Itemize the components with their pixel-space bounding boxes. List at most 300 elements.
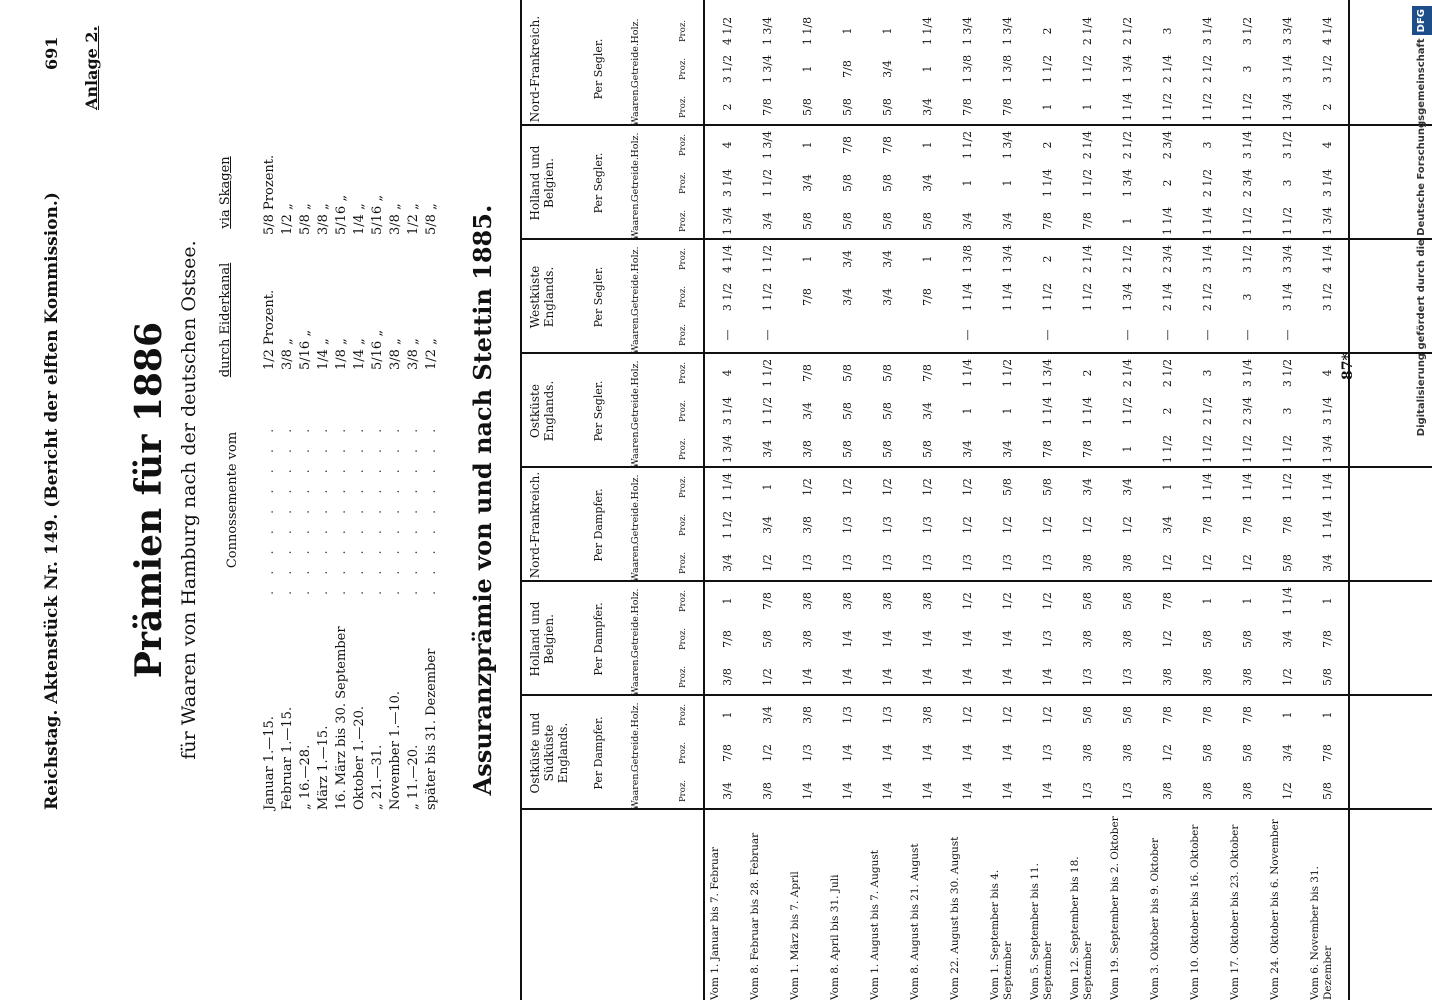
table-cell: 3/8	[801, 630, 814, 648]
subcol-header: Getreide.	[630, 613, 641, 658]
subcol-header: Waaren.	[630, 770, 641, 810]
subcol-header: Holz.	[630, 246, 641, 272]
group-vessel: Per Segler.	[592, 266, 605, 328]
group-vessel: Per Dampfer.	[592, 716, 605, 790]
table-cell: —	[1241, 329, 1254, 341]
group-vessel: Per Segler.	[592, 380, 605, 442]
table-cell: 3/4	[841, 288, 854, 306]
table-cell: 3/8	[1121, 630, 1134, 648]
table-cell: 1	[801, 255, 814, 263]
unit-label: Proz.	[678, 323, 688, 347]
table-cell: 3/8	[721, 668, 734, 686]
table-cell: 3/8	[801, 516, 814, 534]
table-cell: 2	[1041, 141, 1054, 149]
group-header: Nord-Frankreich.	[528, 471, 542, 579]
table-cell: 7/8	[721, 744, 734, 762]
table-cell: 1/2	[1161, 744, 1174, 762]
table-cell: 1/4	[921, 630, 934, 648]
table-row	[1268, 0, 1308, 1000]
table-cell: 1/2	[961, 478, 974, 496]
leader-dots: . . . . . . . . .	[280, 422, 295, 595]
table-cell: 1/2	[801, 478, 814, 496]
skagen-value: 5/16 „	[334, 194, 349, 235]
table-cell: 3/8	[1201, 668, 1214, 686]
table-cell: 1/4	[961, 782, 974, 800]
table-cell: 1/2	[881, 478, 894, 496]
subcol-header: Holz.	[630, 702, 641, 728]
table-cell: 3 1/4	[1201, 16, 1214, 46]
col2-head: via Skagen	[218, 156, 233, 229]
group-header: Ostküste und Südküste Englands.	[528, 712, 570, 794]
table-body	[708, 0, 1368, 1000]
table-cell: 1 1/2	[1281, 434, 1294, 464]
table-cell: 1 1/4	[721, 472, 734, 502]
table-cell	[1308, 316, 1348, 354]
table-cell: 1/2	[1001, 516, 1014, 534]
table-cell: 3/4	[961, 212, 974, 230]
row-period: Vom 1. Januar bis 7. Februar	[709, 846, 721, 1000]
table-cell: 1 1/4	[961, 358, 974, 388]
table-cell: 1/2	[1121, 516, 1134, 534]
group-header: Holland und Belgien.	[528, 601, 556, 677]
unit-label: Proz.	[678, 665, 688, 689]
table-cell: 7/8	[1081, 440, 1094, 458]
table-cell: 3/4	[721, 782, 734, 800]
table-cell: 5/8	[1041, 478, 1054, 496]
table-cell: 2 1/2	[1121, 16, 1134, 46]
table-cell: 1	[1001, 179, 1014, 187]
eider-value: 5/16 „	[298, 329, 313, 370]
table-cell: 3	[1201, 141, 1214, 149]
row-period: Vom 8. Februar bis 28. Februar	[749, 832, 761, 1000]
table-cell: 1 1/2	[1041, 54, 1054, 84]
table-cell: 1/2	[1241, 554, 1254, 572]
table-cell: 1/2	[1001, 592, 1014, 610]
section1-row-label: Oktober 1.—20.	[352, 705, 367, 810]
table-cell: 3/4	[881, 250, 894, 268]
table-cell: 1	[1001, 407, 1014, 415]
table-cell: 1 3/4	[1001, 16, 1014, 46]
table-cell: 7/8	[841, 136, 854, 154]
table-cell: 5/8	[1281, 554, 1294, 572]
table-cell: 5/8	[1081, 706, 1094, 724]
table-cell: 1/2	[921, 478, 934, 496]
table-cell: 1 1/4	[1321, 472, 1334, 502]
table-cell: 3/4	[761, 706, 774, 724]
table-cell: 3 1/4	[1281, 282, 1294, 312]
row-period: Vom 1. März bis 7. April	[789, 871, 801, 1000]
table-cell: 3/4	[1281, 630, 1294, 648]
table-cell: 2 1/2	[1121, 244, 1134, 274]
table-cell: 3/4	[881, 60, 894, 78]
table-cell: 3	[1241, 65, 1254, 73]
table-cell: 1	[921, 141, 934, 149]
section1-row-label: Februar 1.—15.	[280, 706, 295, 810]
subcol-header: Getreide.	[630, 43, 641, 88]
table-cell: 3/4	[801, 174, 814, 192]
leader-dots: . . . . . . . . .	[406, 422, 421, 595]
table-cell: 4	[1321, 369, 1334, 377]
table-cell: 3/8	[921, 706, 934, 724]
table-cell: 1 3/4	[961, 16, 974, 46]
table-cell: 1/3	[801, 744, 814, 762]
table-cell: 3/8	[1241, 782, 1254, 800]
table-cell: 3 1/2	[721, 282, 734, 312]
table-cell: 1/3	[921, 516, 934, 534]
table-cell: 1	[801, 141, 814, 149]
table-cell: 1/3	[801, 554, 814, 572]
table-cell: 3 1/2	[1241, 244, 1254, 274]
table-cell: 1 1/2	[761, 244, 774, 274]
running-head: Reichstag. Aktenstück Nr. 149. (Bericht der elften Kommission.)	[42, 192, 62, 810]
unit-label: Proz.	[678, 57, 688, 81]
table-cell: 1 3/4	[1121, 282, 1134, 312]
table-cell: 3/4	[921, 402, 934, 420]
table-cell: 7/8	[1241, 516, 1254, 534]
row-period: Vom 6. November bis 31. Dezember	[1309, 866, 1334, 1000]
table-cell: 1/4	[801, 782, 814, 800]
table-cell: 2 1/4	[1081, 244, 1094, 274]
table-cell: 1	[961, 407, 974, 415]
table-cell: 1 1/2	[1241, 92, 1254, 122]
table-cell: 1/4	[841, 630, 854, 648]
table-cell: 1/4	[1041, 782, 1054, 800]
table-cell: 3/8	[801, 440, 814, 458]
table-cell: 1 1/2	[961, 130, 974, 160]
table-cell: 1 1/2	[761, 358, 774, 388]
group-vessel: Per Dampfer.	[592, 602, 605, 676]
table-cell: 1 1/2	[1281, 472, 1294, 502]
table-cell: 1/4	[1001, 630, 1014, 648]
section1-row-label: November 1.—10.	[388, 690, 403, 810]
table-cell: 3/4	[921, 174, 934, 192]
table-cell: 3	[1281, 179, 1294, 187]
section1-row-label: Januar 1.—15.	[262, 716, 277, 810]
table-cell: 2 3/4	[1161, 130, 1174, 160]
table-cell: 5/8	[841, 174, 854, 192]
table-cell: 1/4	[801, 668, 814, 686]
table-cell: 1	[1201, 597, 1214, 605]
skagen-value: 5/8 „	[298, 203, 313, 235]
subcol-header: Waaren.	[630, 428, 641, 468]
table-cell: 1 3/4	[1001, 130, 1014, 160]
table-cell: 3 1/2	[1281, 358, 1294, 388]
table-cell: 5/8	[1241, 744, 1254, 762]
table-cell: 1	[721, 711, 734, 719]
table-cell: 7/8	[1321, 744, 1334, 762]
section1-row-label: März 1.—15.	[316, 725, 331, 810]
table-cell: 1/3	[961, 554, 974, 572]
table-cell	[988, 316, 1028, 354]
table-cell: 3 3/4	[1281, 16, 1294, 46]
table-cell: 3/8	[1081, 744, 1094, 762]
table-cell: 2	[1321, 103, 1334, 111]
table-cell: 7/8	[921, 364, 934, 382]
table-cell: 1	[1121, 445, 1134, 453]
unit-label: Proz.	[678, 741, 688, 765]
row-period: Vom 24. Oktober bis 6. November	[1269, 819, 1281, 1000]
table-cell: 1/2	[1001, 706, 1014, 724]
table-cell: —	[761, 329, 774, 341]
row-period: Vom 5. September bis 11. September	[1029, 863, 1054, 1000]
table-cell: 3/8	[761, 782, 774, 800]
table-cell: 3/8	[1121, 554, 1134, 572]
table-cell: 3 1/2	[721, 54, 734, 84]
table-cell: 3	[1241, 293, 1254, 301]
subcol-header: Waaren.	[630, 200, 641, 240]
table-row	[988, 0, 1028, 1000]
table-cell: 1 1/2	[1241, 206, 1254, 236]
table-cell: 1 3/4	[1281, 92, 1294, 122]
table-cell: 5/8	[1001, 478, 1014, 496]
table-cell: 5/8	[881, 402, 894, 420]
table-cell: 1/4	[881, 630, 894, 648]
subcol-header: Holz.	[630, 588, 641, 614]
table-cell: 3/4	[1161, 516, 1174, 534]
table-cell: 1	[881, 27, 894, 35]
table-cell: 1 3/4	[1321, 434, 1334, 464]
table-cell: 1 1/4	[1281, 586, 1294, 616]
table-row	[1228, 0, 1268, 1000]
table-cell: 1/2	[1081, 516, 1094, 534]
table-cell: 1/4	[921, 744, 934, 762]
table-cell: 1 1/4	[1041, 168, 1054, 198]
table-cell: 1	[1121, 217, 1134, 225]
table-cell: 1 1/2	[721, 510, 734, 540]
table-cell: 1/3	[881, 516, 894, 534]
table-cell: 1 1/4	[1161, 206, 1174, 236]
col-label: Connossemente vom	[225, 431, 240, 569]
table-cell: 2 1/4	[1081, 16, 1094, 46]
table-cell: 1 1/2	[1081, 54, 1094, 84]
subcol-header: Waaren.	[630, 314, 641, 354]
subcol-header: Waaren.	[630, 656, 641, 696]
table-cell: 2 1/2	[1201, 396, 1214, 426]
col1-head: durch Eiderkanal	[218, 262, 233, 378]
table-cell: —	[721, 329, 734, 341]
table-cell: 3/8	[1161, 782, 1174, 800]
table-cell: 1/4	[881, 744, 894, 762]
table-cell: 1/2	[761, 668, 774, 686]
table-cell: 3 1/4	[1321, 168, 1334, 198]
table-cell: 3 3/4	[1281, 244, 1294, 274]
table-cell: 3/8	[1081, 630, 1094, 648]
unit-label: Proz.	[678, 285, 688, 309]
table-cell	[908, 316, 948, 354]
table-cell: 1	[921, 255, 934, 263]
table-cell: 1 1/2	[761, 396, 774, 426]
eider-value: 1/4 „	[316, 338, 331, 370]
table-cell: 1/3	[1041, 630, 1054, 648]
table-cell: 3 1/4	[721, 168, 734, 198]
leader-dots: . . . . . . . . .	[370, 422, 385, 595]
table-cell: 2 1/2	[1201, 168, 1214, 198]
skagen-value: 1/2 „	[406, 203, 421, 235]
table-cell: 3/4	[841, 250, 854, 268]
table-cell: 3/8	[1241, 668, 1254, 686]
table-cell: 3/8	[1081, 554, 1094, 572]
leader-dots: . . . . . . . . .	[388, 422, 403, 595]
unit-label: Proz.	[678, 589, 688, 613]
unit-label: Proz.	[678, 437, 688, 461]
table-cell: 1/4	[1001, 782, 1014, 800]
section1-row-label: „ 16.—28.	[298, 744, 313, 810]
annex-label: Anlage 2.	[82, 25, 101, 110]
skagen-value: 3/8 „	[316, 203, 331, 235]
skagen-value: 3/8 „	[388, 203, 403, 235]
unit-label: Proz.	[678, 627, 688, 651]
table-cell: 1 1/2	[761, 282, 774, 312]
table-cell: 3 1/4	[1241, 358, 1254, 388]
table-cell: 1 3/4	[721, 434, 734, 464]
table-cell: 1	[801, 65, 814, 73]
table-cell: 1 3/4	[761, 16, 774, 46]
table-cell: 3 1/2	[1281, 130, 1294, 160]
table-cell: 1 1/2	[1001, 358, 1014, 388]
subcol-header: Holz.	[630, 474, 641, 500]
eider-value: 5/16 „	[370, 329, 385, 370]
group-vessel: Per Segler.	[592, 38, 605, 100]
table-cell: 4	[721, 369, 734, 377]
table-cell: 2 1/2	[1201, 282, 1214, 312]
table-cell: 1/2	[1281, 668, 1294, 686]
table-cell: 2 1/4	[1161, 282, 1174, 312]
table-cell: 3/4	[761, 440, 774, 458]
subcol-header: Holz.	[630, 18, 641, 44]
skagen-value: 5/8 „	[424, 203, 439, 235]
subcol-header: Getreide.	[630, 385, 641, 430]
table-cell: 1 3/8	[1001, 54, 1014, 84]
table-cell: —	[1161, 329, 1174, 341]
table-cell: 4 1/4	[721, 244, 734, 274]
table-cell: 1/2	[1041, 516, 1054, 534]
table-cell: 1	[1321, 597, 1334, 605]
table-cell: 3/8	[921, 592, 934, 610]
table-cell: 2	[721, 103, 734, 111]
table-cell: 1 1/4	[1321, 510, 1334, 540]
table-cell: 7/8	[801, 364, 814, 382]
table-cell: —	[1121, 329, 1134, 341]
table-cell: 3/8	[881, 592, 894, 610]
table-cell: 7/8	[721, 630, 734, 648]
table-cell: 5/8	[841, 212, 854, 230]
table-cell: 1/4	[841, 668, 854, 686]
table-cell: 3/4	[1121, 478, 1134, 496]
table-cell: 5/8	[801, 212, 814, 230]
table-cell: 5/8	[1121, 592, 1134, 610]
table-cell: 1 1/4	[1001, 282, 1014, 312]
table-cell: 1	[961, 179, 974, 187]
unit-label: Proz.	[678, 399, 688, 423]
leader-dots: . . . . . . . . .	[262, 422, 277, 595]
table-row	[748, 0, 788, 1000]
table-cell: —	[961, 329, 974, 341]
table-cell	[1068, 316, 1108, 354]
table-cell: 1	[1041, 103, 1054, 111]
eider-value: 3/8 „	[388, 338, 403, 370]
table-cell: 1 1/2	[1241, 434, 1254, 464]
unit-label: Proz.	[678, 95, 688, 119]
table-cell: 1/2	[1161, 554, 1174, 572]
table-cell: 7/8	[1041, 440, 1054, 458]
table-cell: 1/4	[921, 668, 934, 686]
unit-label: Proz.	[678, 551, 688, 575]
table-cell: 1 1/4	[1201, 472, 1214, 502]
unit-label: Proz.	[678, 703, 688, 727]
table-cell: 1 3/4	[1321, 206, 1334, 236]
row-period: Vom 19. September bis 2. Oktober	[1109, 816, 1121, 1000]
table-row	[868, 0, 908, 1000]
table-cell: 1/3	[1081, 668, 1094, 686]
table-cell: 1/3	[1041, 554, 1054, 572]
section1-title: Prämien für 1886	[128, 321, 170, 679]
section2-table	[520, 0, 1370, 1000]
table-row	[1108, 0, 1148, 1000]
table-cell: 1/3	[841, 706, 854, 724]
table-cell: 5/8	[881, 174, 894, 192]
table-cell: 2 1/4	[1121, 358, 1134, 388]
table-cell	[828, 316, 868, 354]
table-cell: 2 1/4	[1161, 54, 1174, 84]
table-cell: 1/3	[841, 554, 854, 572]
table-cell: 7/8	[841, 60, 854, 78]
table-cell: 1 1/2	[1161, 434, 1174, 464]
leader-dots: . . . . . . . . .	[352, 422, 367, 595]
table-cell: 3 1/4	[721, 396, 734, 426]
table-cell: 1	[841, 27, 854, 35]
table-cell: 1 1/2	[761, 168, 774, 198]
table-cell: 1/3	[1081, 782, 1094, 800]
table-cell: 5/8	[1201, 744, 1214, 762]
table-cell: 1/2	[761, 744, 774, 762]
table-cell: 3 1/4	[1201, 244, 1214, 274]
table-cell	[868, 316, 908, 354]
eider-value: 3/8 „	[280, 338, 295, 370]
skagen-value: 1/4 „	[352, 203, 367, 235]
table-cell: 1 3/8	[961, 244, 974, 274]
table-cell: 3 1/2	[1321, 54, 1334, 84]
table-cell: 1/2	[961, 516, 974, 534]
table-cell: 2	[1041, 255, 1054, 263]
unit-label: Proz.	[678, 475, 688, 499]
table-row	[1068, 0, 1108, 1000]
skagen-value: 1/2 „	[280, 203, 295, 235]
table-cell: 4	[1321, 141, 1334, 149]
table-row	[828, 0, 868, 1000]
table-cell: 7/8	[1081, 212, 1094, 230]
table-cell: 1/2	[961, 706, 974, 724]
subcol-header: Holz.	[630, 360, 641, 386]
table-cell: 7/8	[1161, 592, 1174, 610]
table-cell: 5/8	[921, 440, 934, 458]
table-cell: 1 3/4	[1121, 168, 1134, 198]
eider-value: 1/4 „	[352, 338, 367, 370]
table-cell: 1/4	[841, 744, 854, 762]
table-cell: 1/3	[921, 554, 934, 572]
group-vessel: Per Dampfer.	[592, 488, 605, 562]
table-cell: 3	[1201, 369, 1214, 377]
table-cell: 2 1/4	[1081, 130, 1094, 160]
unit-label: Proz.	[678, 513, 688, 537]
table-cell: 1	[1321, 711, 1334, 719]
table-row	[1148, 0, 1188, 1000]
table-header	[520, 0, 705, 1000]
table-cell: 1	[1241, 597, 1254, 605]
table-cell: 1/2	[1041, 592, 1054, 610]
table-cell: 2 3/4	[1241, 396, 1254, 426]
eider-value: 3/8 „	[406, 338, 421, 370]
table-cell: 4	[721, 141, 734, 149]
